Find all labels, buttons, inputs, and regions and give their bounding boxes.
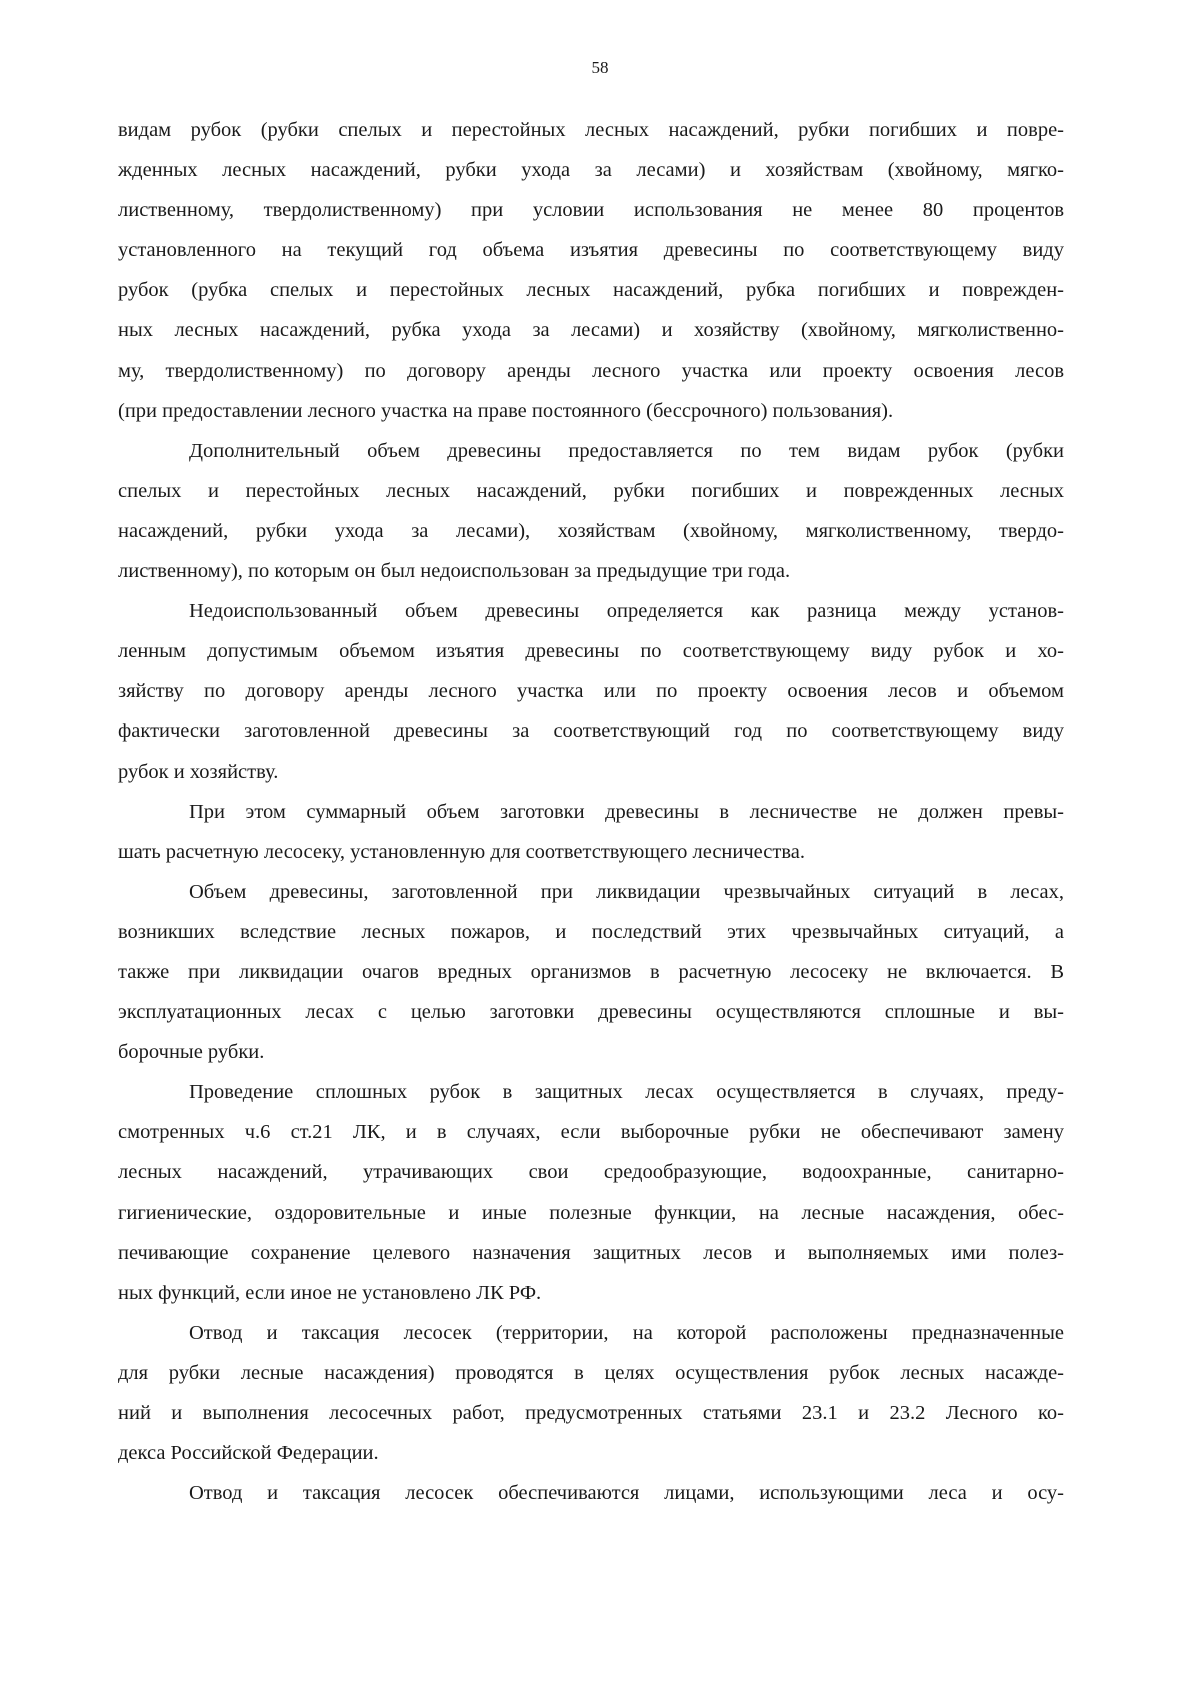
text-line: декса Российской Федерации. [118,1442,379,1465]
text-line: Отвод и таксация лесосек (территории, на которой расположены предназначенные [189,1321,1064,1344]
text-line: эксплуатационных лесах с целью заготовки древесины осуществляются сплошные и вы- [118,1001,1064,1024]
paragraph [118,431,1064,591]
text-line: также при ликвидации очагов вредных организмов в расчетную лесосеку не включается. В [118,960,1064,983]
text-line: гигиенические, оздоровительные и иные полезные функции, на лесные насаждения, обес- [118,1201,1064,1224]
text-line: жденных лесных насаждений, рубки ухода за лесами) и хозяйствам (хвойному, мягко- [118,159,1064,182]
text-line: рубок и хозяйству. [118,760,279,783]
text-line: (при предоставлении лесного участка на праве постоянного (бессрочного) пользования). [118,399,894,422]
text-line: Проведение сплошных рубок в защитных лесах осуществляется в случаях, преду- [189,1081,1064,1104]
text-line: шать расчетную лесосеку, установленную для соответствующего лесничества. [118,840,805,863]
text-line: спелых и перестойных лесных насаждений, рубки погибших и поврежденных лесных [118,479,1064,502]
text-line: смотренных ч.6 ст.21 ЛК, и в случаях, если выборочные рубки не обеспечивают замену [118,1121,1064,1144]
paragraph [118,792,1064,872]
text-line: ний и выполнения лесосечных работ, предусмотренных статьями 23.1 и 23.2 Лесного ко- [118,1402,1064,1424]
text-line: ных функций, если иное не установлено ЛК РФ. [118,1281,542,1304]
text-line: лиственному, твердолиственному) при условии использования не менее 80 процентов [118,199,1064,222]
paragraph [118,110,1064,431]
page-number: 58 [591,58,609,77]
paragraph [118,1473,1064,1513]
text-line: рубок (рубка спелых и перестойных лесных насаждений, рубка погибших и поврежден- [118,279,1064,302]
text-line: При этом суммарный объем заготовки древесины в лесничестве не должен превы- [189,800,1064,823]
paragraph [118,1313,1064,1473]
text-line: Недоиспользованный объем древесины определяется как разница между установ- [189,600,1064,623]
text-line: ных лесных насаждений, рубка ухода за лесами) и хозяйству (хвойному, мягколиственно- [118,319,1064,342]
paragraph [118,1072,1064,1313]
paragraph [118,591,1064,791]
text-line: фактически заготовленной древесины за соответствующий год по соответствующему виду [118,720,1064,743]
text-line: Объем древесины, заготовленной при ликвидации чрезвычайных ситуаций в лесах, [189,880,1064,903]
text-line: Дополнительный объем древесины предоставляется по тем видам рубок (рубки [189,439,1064,462]
text-line: лесных насаждений, утрачивающих свои средообразующие, водоохранные, санитарно- [118,1161,1064,1184]
text-line: для рубки лесные насаждения) проводятся в целях осуществления рубок лесных насажде- [118,1361,1064,1384]
text-line: возникших вследствие лесных пожаров, и последствий этих чрезвычайных ситуаций, а [118,920,1064,943]
text-line: зяйству по договору аренды лесного участка или по проекту освоения лесов и объемом [118,680,1064,703]
text-line: установленного на текущий год объема изъятия древесины по соответствующему виду [118,239,1064,262]
text-line: му, твердолиственному) по договору аренды лесного участка или проекту освоения лесов [118,359,1064,382]
text-line: печивающие сохранение целевого назначения защитных лесов и выполняемых ими полез- [118,1241,1064,1264]
text-line: лиственному), по которым он был недоиспользован за предыдущие три года. [118,560,791,583]
body-text [118,110,1064,1513]
text-line: ленным допустимым объемом изъятия древесины по соответствующему виду рубок и хо- [118,640,1064,663]
text-line: Отвод и таксация лесосек обеспечиваются лицами, использующими леса и осу- [189,1482,1064,1505]
text-line: борочные рубки. [118,1041,265,1064]
text-line: насаждений, рубки ухода за лесами), хозяйствам (хвойному, мягколиственному, твердо- [118,519,1064,542]
text-line: видам рубок (рубки спелых и перестойных лесных насаждений, рубки погибших и повре- [118,119,1064,141]
paragraph [118,872,1064,1072]
